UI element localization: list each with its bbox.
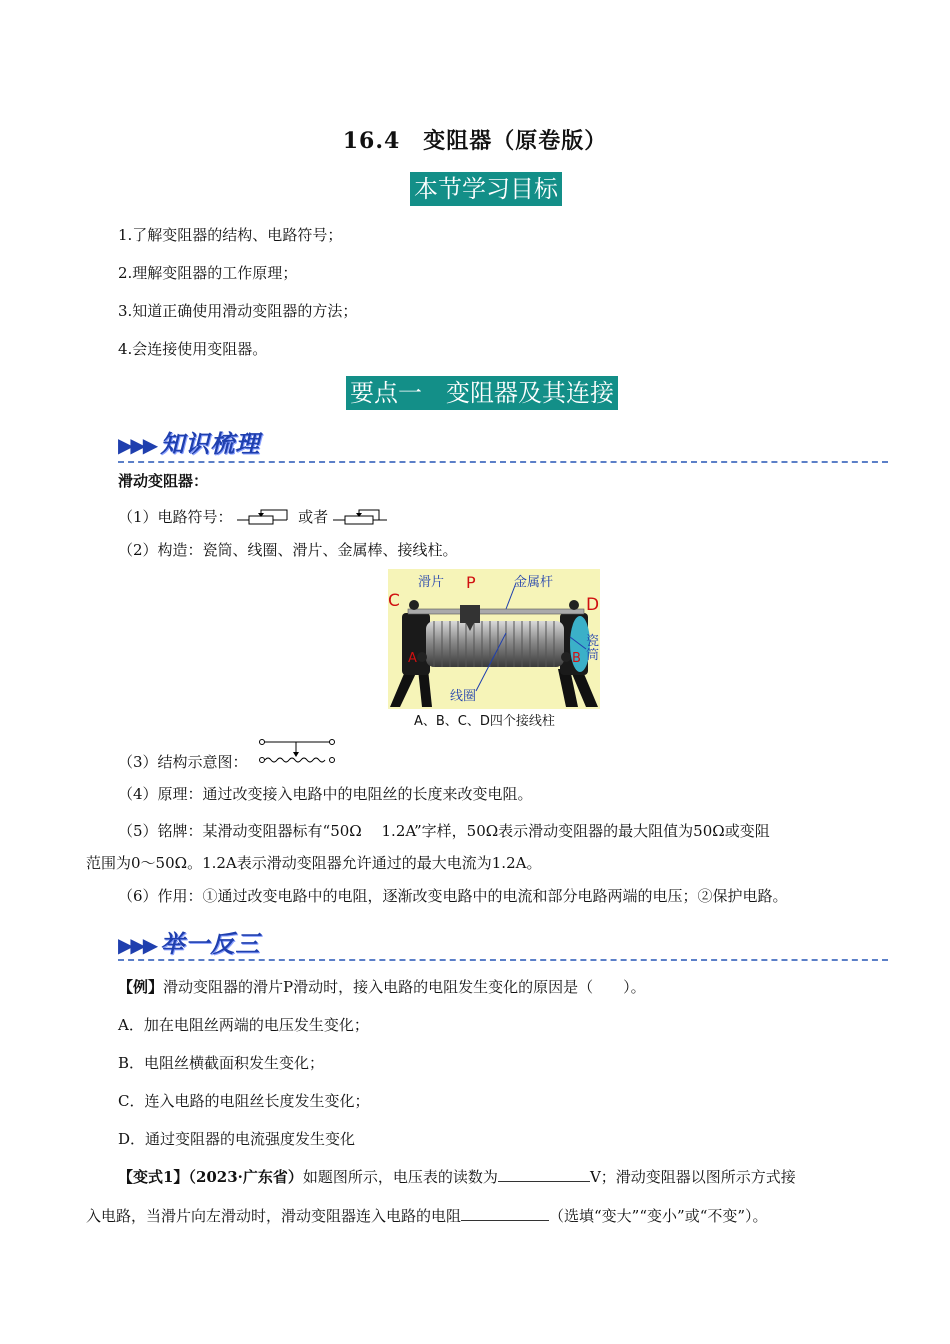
variant-text: （选填“变大”“变小”或“不变”）。 xyxy=(549,1207,768,1225)
terminal-c-label: C xyxy=(388,591,400,611)
goal-item: 4.会连接使用变阻器。 xyxy=(118,340,268,358)
point1-banner: 要点一 变阻器及其连接 xyxy=(346,376,618,410)
schematic-line xyxy=(118,752,248,772)
rheostat-diagram xyxy=(388,569,600,709)
goal-item: 2.理解变阻器的工作原理； xyxy=(118,264,298,282)
symbol-prefix: （1）电路符号： xyxy=(118,508,233,526)
option-a: A．加在电阻丝两端的电压发生变化； xyxy=(118,1016,369,1034)
nameplate-text-cont: 范围为0～50Ω。1.2A表示滑动变阻器允许通过的最大电流为1.2A。 xyxy=(86,854,542,872)
construction-text: （2）构造：瓷筒、线圈、滑片、金属棒、接线柱。 xyxy=(118,541,458,559)
triple-arrow-icon: ▶▶▶ xyxy=(118,433,156,457)
rheostat-illustration-icon xyxy=(388,569,600,709)
variant-tag: 【变式1】（2023·广东省） xyxy=(118,1168,303,1186)
answer-blank-resistance[interactable] xyxy=(461,1206,549,1221)
variant-text: V；滑动变阻器以图所示方式接 xyxy=(589,1168,796,1186)
section-header-text: 知识梳理 xyxy=(160,430,261,458)
terminal-b-label: B xyxy=(572,651,581,666)
porcelain-label: 瓷筒 xyxy=(586,634,600,663)
principle-text: （4）原理：通过改变接入电路中的电阻丝的长度来改变电阻。 xyxy=(118,785,533,803)
example-text: 滑动变阻器的滑片P滑动时，接入电路的电阻发生变化的原因是（ ）。 xyxy=(163,978,646,996)
goal-item: 1.了解变阻器的结构、电路符号； xyxy=(118,226,343,244)
variant-line-1 xyxy=(118,1167,796,1187)
section-header-text: 举一反三 xyxy=(160,930,261,958)
p-label: P xyxy=(466,573,476,592)
terminal-d-label: D xyxy=(586,595,600,615)
variant-text: 如题图所示，电压表的读数为 xyxy=(302,1168,498,1186)
rheostat-symbol-alt-icon xyxy=(333,508,389,528)
schematic-label: （3）结构示意图： xyxy=(118,753,248,771)
variant-line-2 xyxy=(86,1206,768,1226)
option-c: C．连入电路的电阻丝长度发生变化； xyxy=(118,1092,370,1110)
answer-blank-voltage[interactable] xyxy=(498,1167,590,1182)
slider-label: 滑片 xyxy=(418,575,445,590)
option-b: B．电阻丝横截面积发生变化； xyxy=(118,1054,325,1072)
example-tag: 【例】 xyxy=(118,978,164,996)
section-header-knowledge xyxy=(118,424,260,459)
page-title: 16.4 变阻器（原卷版） xyxy=(342,128,608,154)
terminal-a-label: A xyxy=(408,651,417,666)
divider xyxy=(118,461,888,463)
knowledge-heading: 滑动变阻器： xyxy=(118,472,209,490)
symbol-line xyxy=(118,507,389,528)
coil-label: 线圈 xyxy=(450,689,477,704)
option-d: D．通过变阻器的电流强度发生变化 xyxy=(118,1130,356,1148)
example-question xyxy=(118,977,646,997)
rod-label: 金属杆 xyxy=(514,575,554,590)
section-header-practice xyxy=(118,924,260,959)
triple-arrow-icon: ▶▶▶ xyxy=(118,933,156,957)
nameplate-text: （5）铭牌：某滑动变阻器标有“50Ω 1.2A”字样，50Ω表示滑动变阻器的最大阻值为50Ω或变阻 xyxy=(118,822,770,840)
rheostat-symbol-icon xyxy=(237,508,293,528)
schematic-icon xyxy=(258,734,338,766)
divider xyxy=(118,959,888,961)
symbol-or: 或者 xyxy=(298,508,329,526)
goals-banner: 本节学习目标 xyxy=(410,172,562,206)
variant-text: 入电路，当滑片向左滑动时，滑动变阻器连入电路的电阻 xyxy=(86,1207,462,1225)
goal-item: 3.知道正确使用滑动变阻器的方法； xyxy=(118,302,358,320)
diagram-caption: A、B、C、D四个接线柱 xyxy=(414,714,555,729)
function-text: （6）作用：①通过改变电路中的电阻，逐渐改变电路中的电流和部分电路两端的电压；②保护电路。 xyxy=(118,887,788,905)
